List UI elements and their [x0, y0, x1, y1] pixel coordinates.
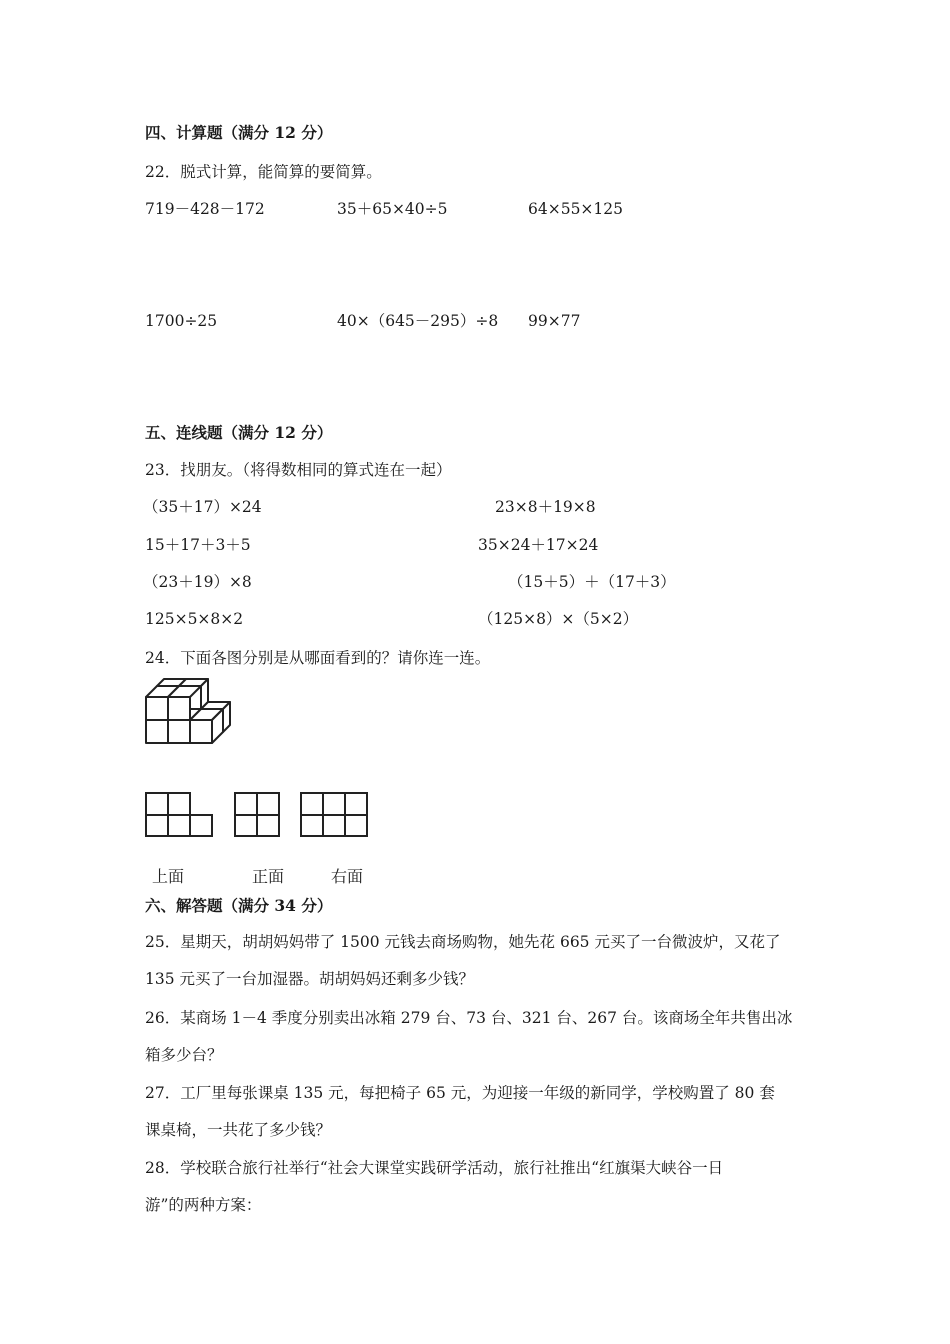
view-label-front: 正面 [252, 867, 285, 886]
match-right-item: （15＋5）＋（17＋3） [508, 573, 676, 591]
view-label-right: 右面 [331, 867, 364, 886]
question-25-line: 25．星期天，胡胡妈妈带了 1500 元钱去商场购物，她先花 665 元买了一台微波炉，又花了 [145, 933, 781, 951]
match-right-item: 35×24＋17×24 [478, 536, 599, 554]
view-shape-3 [300, 792, 370, 838]
question-27-line: 27．工厂里每张课桌 135 元，每把椅子 65 元，为迎接一年级的新同学，学校购置了 80 套 [145, 1084, 775, 1102]
view-shape-2 [234, 792, 282, 838]
question-22: 22．脱式计算，能简算的要简算。 [145, 163, 382, 181]
match-left-item: （23＋19）×8 [143, 573, 252, 591]
cube-stack-figure [140, 675, 240, 747]
view-shape-1 [145, 792, 215, 838]
question-27-line: 课桌椅，一共花了多少钱？ [145, 1121, 332, 1139]
section6-title: 六、解答题（满分 34 分） [145, 896, 333, 915]
match-right-item: 23×8＋19×8 [495, 498, 596, 516]
question-26-line: 箱多少台？ [145, 1046, 223, 1064]
question-23: 23．找朋友。（将得数相同的算式连在一起） [145, 461, 452, 479]
question-25-line: 135 元买了一台加湿器。胡胡妈妈还剩多少钱？ [145, 970, 475, 988]
view-label-top: 上面 [152, 867, 185, 886]
section4-title: 四、计算题（满分 12 分） [145, 123, 333, 142]
expression: 35＋65×40÷5 [337, 200, 448, 218]
section5-title: 五、连线题（满分 12 分） [145, 423, 333, 442]
question-28-line: 游”的两种方案： [145, 1196, 262, 1214]
expression: 719－428－172 [145, 200, 265, 218]
question-28-line: 28．学校联合旅行社举行“社会大课堂实践研学活动，旅行社推出“红旗渠大峡谷一日 [145, 1159, 724, 1177]
expression: 1700÷25 [145, 312, 218, 330]
match-left-item: （35＋17）×24 [143, 498, 262, 516]
expression: 99×77 [528, 312, 581, 330]
question-26-line: 26．某商场 1－4 季度分别卖出冰箱 279 台、73 台、321 台、267 台。该商场全年共售出冰 [145, 1009, 793, 1027]
question-24: 24．下面各图分别是从哪面看到的？请你连一连。 [145, 649, 491, 667]
expression: 64×55×125 [528, 200, 624, 218]
match-left-item: 15＋17＋3＋5 [145, 536, 251, 554]
match-left-item: 125×5×8×2 [145, 610, 244, 628]
expression: 40×（645－295）÷8 [337, 312, 499, 330]
match-right-item: （125×8）×（5×2） [478, 610, 639, 628]
